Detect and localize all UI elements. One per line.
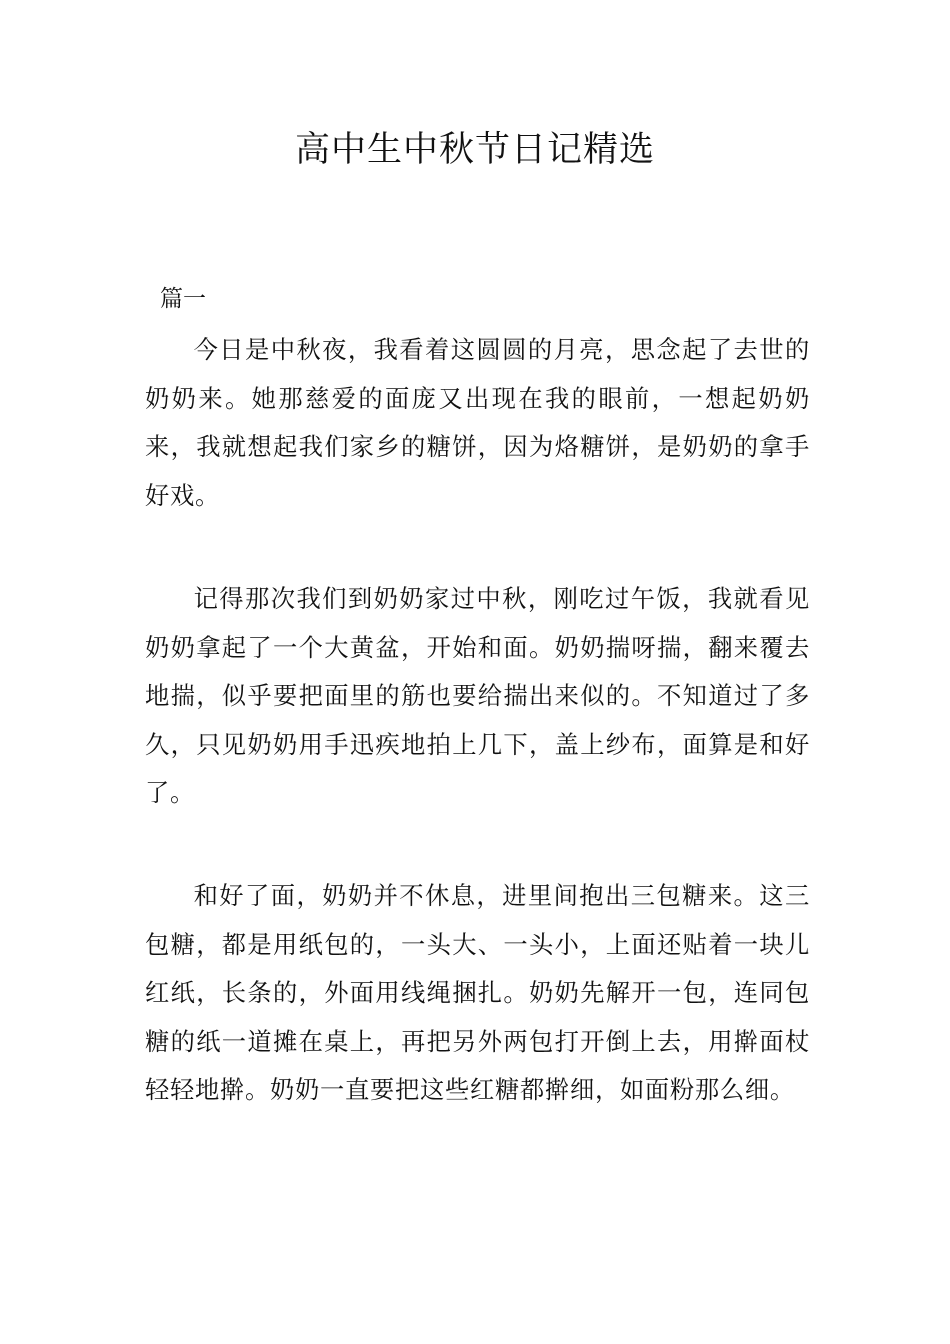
document-title: 高中生中秋节日记精选 xyxy=(294,130,655,170)
paragraph-1: 今日是中秋夜，我看着这圆圆的月亮，思念起了去世的奶奶来。她那慈爱的面庞又出现在我的眼前，一想起奶奶来，我就想起我们家乡的糖饼，因为烙糖饼，是奶奶的拿手好戏。 xyxy=(145,335,810,510)
paragraph-3: 和好了面，奶奶并不休息，进里间抱出三包糖来。这三包糖，都是用纸包的，一头大、一头小，上面还贴着一块儿红纸，长条的，外面用线绳捆扎。奶奶先解开一包，连同包糖的纸一道摊在桌上，再把另外两包打开倒上去，用擀面杖轻轻地擀。奶奶一直要把这些红糖都擀细，如面粉那么细。 xyxy=(145,881,810,1104)
section-label: 篇一 xyxy=(160,286,206,312)
paragraph-2: 记得那次我们到奶奶家过中秋，刚吃过午饭，我就看见奶奶拿起了一个大黄盆，开始和面。奶奶揣呀揣，翻来覆去地揣，似乎要把面里的筋也要给揣出来似的。不知道过了多久，只见奶奶用手迅疾地拍上几下，盖上纱布，面算是和好了。 xyxy=(145,584,810,807)
